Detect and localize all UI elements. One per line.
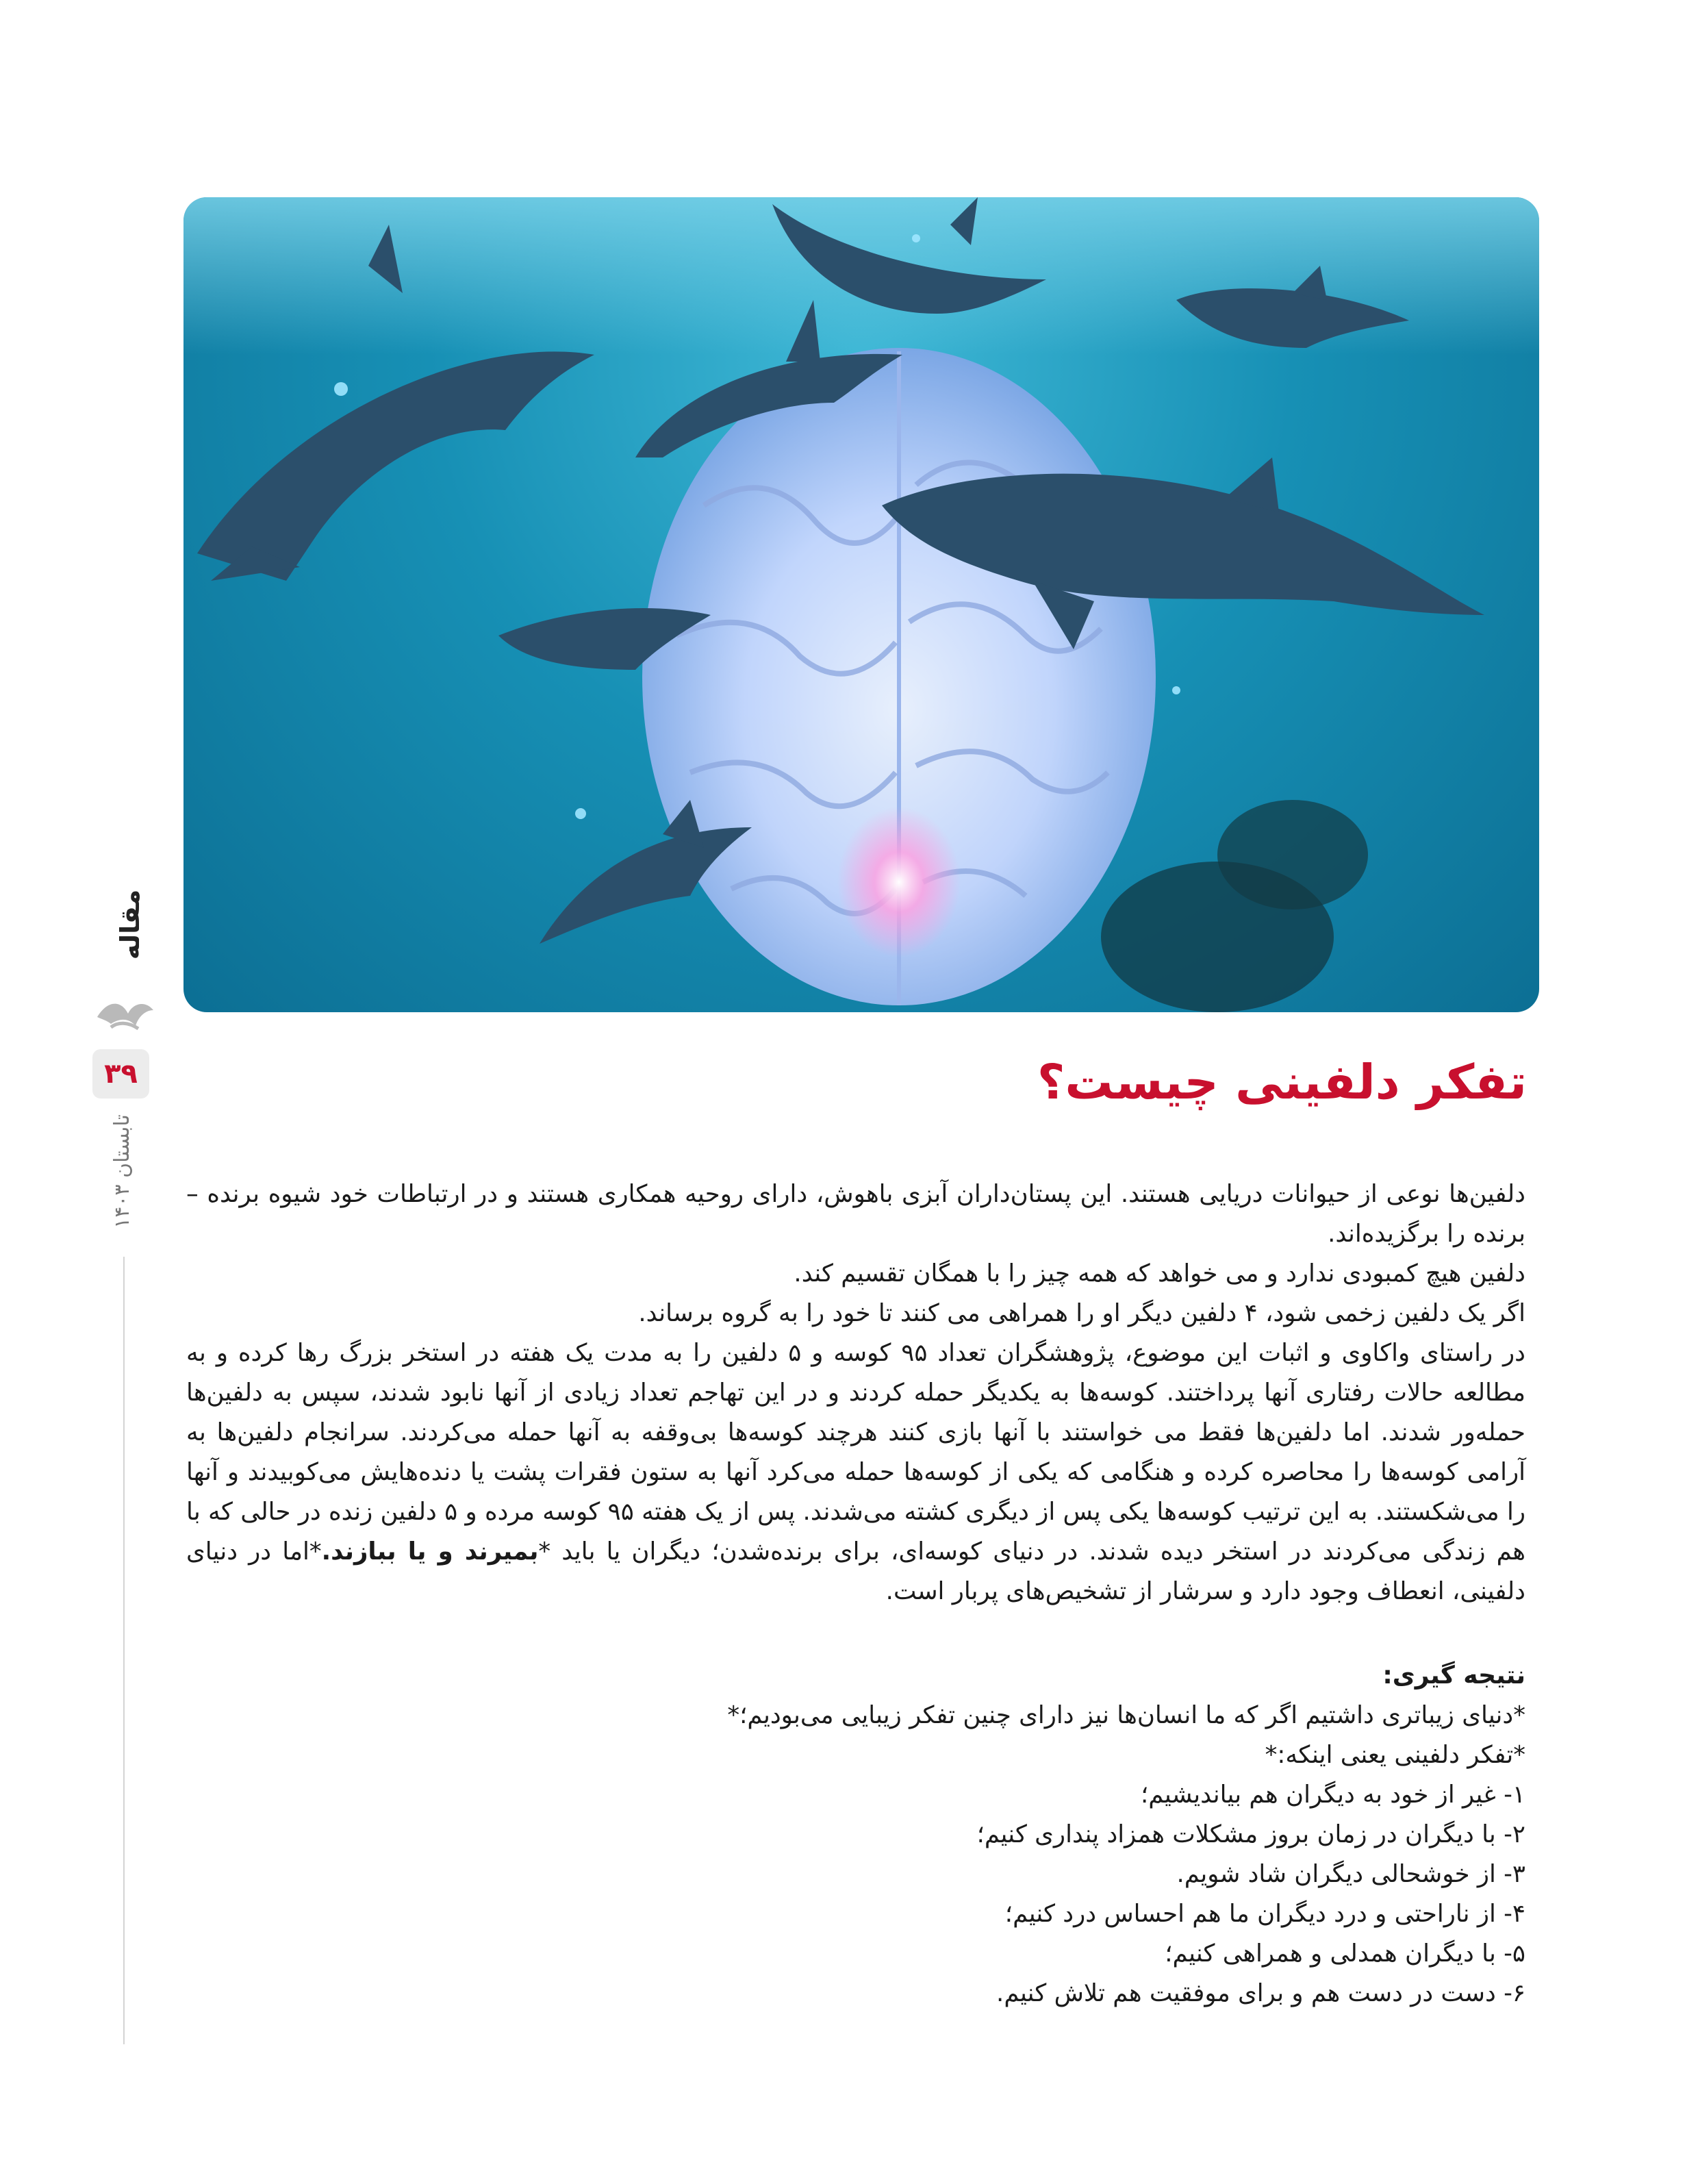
list-item: ۳- از خوشحالی دیگران شاد شویم. xyxy=(1176,1860,1525,1888)
issue-label xyxy=(101,1113,142,1229)
conclusion-section xyxy=(186,1656,1525,2013)
paragraph: اگر یک دلفین زخمی شود، ۴ دلفین دیگر او را همراهی می کنند تا خود را به گروه برساند. xyxy=(638,1299,1525,1327)
section-label xyxy=(103,889,157,960)
margin-rule xyxy=(123,1257,125,2044)
hamdam-logo-icon xyxy=(90,986,159,1034)
paragraph-text: در راستای واکاوی و اثبات این موضوع، پژوهشگران تعداد ۹۵ کوسه و ۵ دلفین را به مدت یک هفته در استخر بزرگ رها کرده و به مطالعه حالات رفتاری آنها پرداختند. کوسه‌ها به یکدیگر حمله کردند و در این تهاجم تعداد زیادی از آنها نابود شدند، سپس به دلفین‌ها حمله‌ور شدند. اما دلفین‌ها فقط می خواستند با آنها بازی کنند هرچند کوسه‌ها بی‌وقفه به آنها حمله می‌کردند. سرانجام دلفین‌ها به آرامی کوسه‌ها را محاصره کرده و هنگامی که یکی از کوسه‌ها حمله می‌کرد آنها به ستون فقرات پشت یا دنده‌هایش می‌کوبیدند و آنها را می‌شکستند. به این ترتیب کوسه‌ها یکی پس از دیگری کشته می‌شدند. پس از یک هفته ۹۵ کوسه مرده و ۵ دلفین زنده در حالی که با هم زندگی می‌کردند در استخر دیده شدند. در دنیای کوسه‌ای، برای برنده‌شدن؛ دیگران یا باید * xyxy=(186,1339,1525,1566)
list-item: ۶- دست در دست هم و برای موفقیت هم تلاش کنیم. xyxy=(996,1979,1525,2007)
section-label-text: مقاله xyxy=(115,889,145,960)
paragraph xyxy=(186,1333,1525,1611)
list-item: ۱- غیر از خود به دیگران هم بیاندیشیم؛ xyxy=(1140,1781,1525,1809)
hero-image xyxy=(183,197,1539,1012)
list-item: ۲- با دیگران در زمان بروز مشکلات همزاد پنداری کنیم؛ xyxy=(976,1820,1525,1848)
conclusion-line: *تفکر دلفینی یعنی اینکه:* xyxy=(1265,1741,1525,1769)
paragraph: دلفین هیچ کمبودی ندارد و می خواهد که همه چیز را با همگان تقسیم کند. xyxy=(794,1259,1525,1288)
paragraph-tail: *اما در دنیای دلفینی، انعطاف وجود دارد و سرشار از تشخیص‌های پربار است. xyxy=(186,1537,1525,1605)
list-item: ۴- از ناراحتی و درد دیگران ما هم احساس درد کنیم؛ xyxy=(1004,1900,1525,1928)
dolphins-brain-illustration xyxy=(183,197,1539,1012)
conclusion-list xyxy=(186,1775,1525,2013)
article-title: تفکر دلفینی چیست؟ xyxy=(1037,1054,1527,1110)
conclusion-line: *دنیای زیباتری داشتیم اگر که ما انسان‌ها نیز دارای چنین تفکر زیبایی می‌بودیم؛* xyxy=(727,1701,1525,1729)
paragraph: دلفین‌ها نوعی از حیوانات دریایی هستند. این پستان‌داران آبزی باهوش، دارای روحیه همکاری هستند و در ارتباطات خود شیوه برنده – برنده را برگزیده‌اند. xyxy=(186,1180,1525,1248)
article-body xyxy=(186,1175,1525,1611)
conclusion-heading: نتیجه گیری: xyxy=(1382,1661,1525,1690)
page-number-badge: ۳۹ xyxy=(92,1049,149,1099)
issue-label-text: تابستان ۱۴۰۳ xyxy=(110,1114,134,1229)
bold-phrase: بمیرند و یا ببازند. xyxy=(321,1537,539,1566)
list-item: ۵- با دیگران همدلی و همراهی کنیم؛ xyxy=(1165,1940,1525,1968)
